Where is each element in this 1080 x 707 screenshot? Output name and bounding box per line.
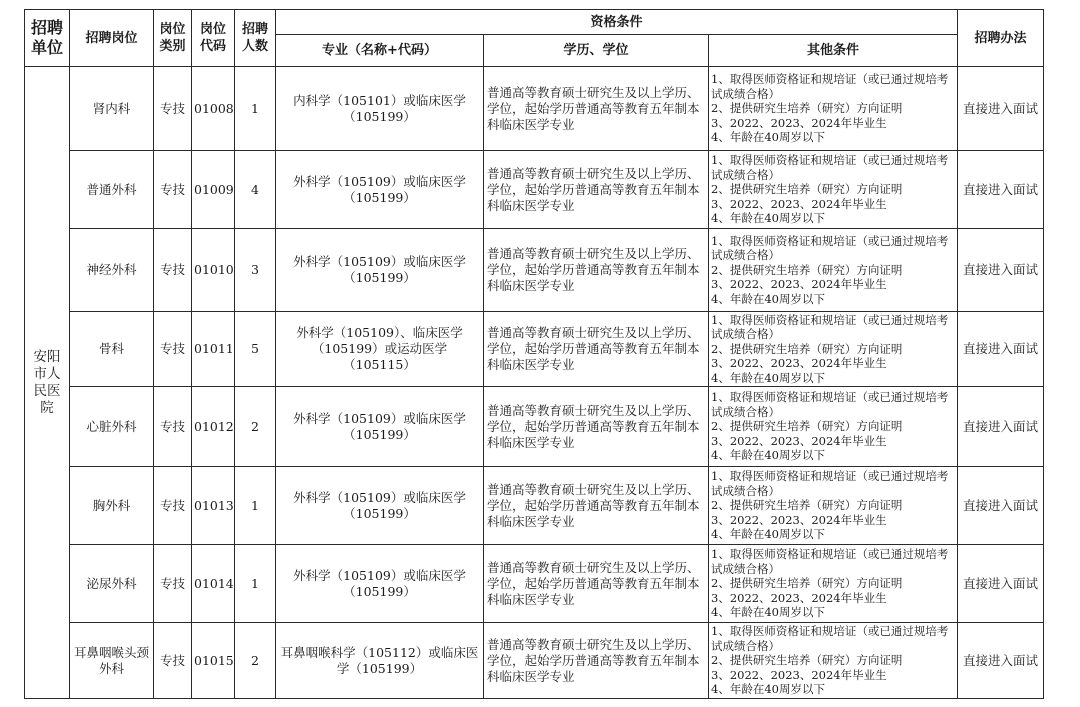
condition-item: 4、年龄在40周岁以下 (711, 291, 825, 306)
category-cell: 专技 (154, 545, 192, 623)
position-code-cell: 01013 (192, 467, 235, 545)
major-cell: 外科学（105109）或临床医学（105199） (276, 229, 484, 312)
table-row (25, 151, 1044, 229)
recruitment-method-cell: 直接进入面试 (958, 151, 1044, 229)
recruitment-method-cell: 直接进入面试 (958, 467, 1044, 545)
condition-item: 4、年龄在40周岁以下 (711, 370, 825, 385)
condition-item: 3、2022、2023、2024年毕业生 (711, 356, 887, 371)
other-conditions-cell (709, 467, 958, 545)
position-cell: 普通外科 (70, 151, 154, 229)
condition-item: 2、提供研究生培养（研究）方向证明 (711, 419, 903, 434)
headcount-cell: 2 (235, 387, 276, 467)
condition-item: 1、取得医师资格证和规培证（或已通过规培考试成绩合格） (711, 312, 949, 342)
category-cell: 专技 (154, 312, 192, 387)
recruitment-method-cell: 直接进入面试 (958, 229, 1044, 312)
recruitment-method-cell: 直接进入面试 (958, 623, 1044, 699)
recruitment-method-cell: 直接进入面试 (958, 312, 1044, 387)
position-code-cell: 01012 (192, 387, 235, 467)
table-row (25, 312, 1044, 387)
headcount-cell: 1 (235, 67, 276, 151)
table-row (25, 387, 1044, 467)
education-cell: 普通高等教育硕士研究生及以上学历、学位，起始学历普通高等教育五年制本科临床医学专业 (484, 387, 709, 467)
recruitment-method-cell: 直接进入面试 (958, 67, 1044, 151)
position-code-cell: 01015 (192, 623, 235, 699)
header-qualifications: 资格条件 (276, 10, 958, 35)
position-cell: 神经外科 (70, 229, 154, 312)
education-cell: 普通高等教育硕士研究生及以上学历、学位，起始学历普通高等教育五年制本科临床医学专业 (484, 312, 709, 387)
condition-item: 1、取得医师资格证和规培证（或已通过规培考试成绩合格） (711, 469, 949, 498)
recruiting-unit-cell: 安阳市人民医院 (25, 67, 70, 699)
recruitment-table-sheet (24, 9, 1043, 698)
header-other: 其他条件 (709, 35, 958, 67)
condition-item: 2、提供研究生培养（研究）方向证明 (711, 498, 903, 513)
condition-item: 3、2022、2023、2024年毕业生 (711, 433, 887, 448)
other-conditions-cell (709, 545, 958, 623)
condition-item: 3、2022、2023、2024年毕业生 (711, 115, 887, 130)
headcount-cell: 1 (235, 467, 276, 545)
condition-item: 4、年龄在40周岁以下 (711, 448, 825, 463)
condition-item: 4、年龄在40周岁以下 (711, 605, 825, 620)
header-code: 岗位代码 (192, 10, 235, 67)
header-major: 专业（名称+代码） (276, 35, 484, 67)
condition-item: 3、2022、2023、2024年毕业生 (711, 512, 887, 527)
table-row (25, 67, 1044, 151)
position-code-cell: 01008 (192, 67, 235, 151)
condition-item: 4、年龄在40周岁以下 (711, 130, 825, 145)
header-unit: 招聘单位 (25, 10, 70, 67)
other-conditions-cell (709, 151, 958, 229)
condition-item: 4、年龄在40周岁以下 (711, 682, 825, 697)
condition-item: 2、提供研究生培养（研究）方向证明 (711, 262, 903, 277)
condition-item: 2、提供研究生培养（研究）方向证明 (711, 653, 903, 668)
condition-item: 1、取得医师资格证和规培证（或已通过规培考试成绩合格） (711, 390, 949, 419)
header-method: 招聘办法 (958, 10, 1044, 67)
table-body (25, 67, 1044, 699)
position-code-cell: 01011 (192, 312, 235, 387)
position-cell: 泌尿外科 (70, 545, 154, 623)
category-cell: 专技 (154, 229, 192, 312)
other-conditions-cell (709, 67, 958, 151)
header-count: 招聘人数 (235, 10, 276, 67)
condition-item: 2、提供研究生培养（研究）方向证明 (711, 341, 903, 356)
condition-item: 2、提供研究生培养（研究）方向证明 (711, 182, 903, 197)
header-education: 学历、学位 (484, 35, 709, 67)
recruitment-table (24, 9, 1044, 699)
education-cell: 普通高等教育硕士研究生及以上学历、学位，起始学历普通高等教育五年制本科临床医学专业 (484, 467, 709, 545)
table-row (25, 229, 1044, 312)
table-row (25, 545, 1044, 623)
condition-item: 2、提供研究生培养（研究）方向证明 (711, 576, 903, 591)
other-conditions-cell (709, 387, 958, 467)
header-category: 岗位类别 (154, 10, 192, 67)
condition-item: 3、2022、2023、2024年毕业生 (711, 667, 887, 682)
position-cell: 胸外科 (70, 467, 154, 545)
headcount-cell: 4 (235, 151, 276, 229)
other-conditions-cell (709, 229, 958, 312)
position-code-cell: 01014 (192, 545, 235, 623)
table-row (25, 623, 1044, 699)
major-cell: 外科学（105109）或临床医学（105199） (276, 467, 484, 545)
major-cell: 外科学（105109）或临床医学（105199） (276, 387, 484, 467)
major-cell: 外科学（105109）、临床医学（105199）或运动医学（105115） (276, 312, 484, 387)
condition-item: 4、年龄在40周岁以下 (711, 211, 825, 226)
condition-item: 1、取得医师资格证和规培证（或已通过规培考试成绩合格） (711, 547, 949, 576)
major-cell: 内科学（105101）或临床医学（105199） (276, 67, 484, 151)
education-cell: 普通高等教育硕士研究生及以上学历、学位，起始学历普通高等教育五年制本科临床医学专业 (484, 545, 709, 623)
category-cell: 专技 (154, 67, 192, 151)
recruitment-method-cell: 直接进入面试 (958, 387, 1044, 467)
headcount-cell: 3 (235, 229, 276, 312)
category-cell: 专技 (154, 151, 192, 229)
headcount-cell: 1 (235, 545, 276, 623)
education-cell: 普通高等教育硕士研究生及以上学历、学位，起始学历普通高等教育五年制本科临床医学专业 (484, 67, 709, 151)
condition-item: 2、提供研究生培养（研究）方向证明 (711, 101, 903, 116)
headcount-cell: 5 (235, 312, 276, 387)
category-cell: 专技 (154, 387, 192, 467)
major-cell: 外科学（105109）或临床医学（105199） (276, 151, 484, 229)
major-cell: 耳鼻咽喉科学（105112）或临床医学（105199） (276, 623, 484, 699)
condition-item: 3、2022、2023、2024年毕业生 (711, 196, 887, 211)
condition-item: 1、取得医师资格证和规培证（或已通过规培考试成绩合格） (711, 72, 949, 101)
other-conditions-cell (709, 623, 958, 699)
recruitment-method-cell: 直接进入面试 (958, 545, 1044, 623)
position-cell: 骨科 (70, 312, 154, 387)
header-position: 招聘岗位 (70, 10, 154, 67)
position-code-cell: 01010 (192, 229, 235, 312)
education-cell: 普通高等教育硕士研究生及以上学历、学位，起始学历普通高等教育五年制本科临床医学专业 (484, 623, 709, 699)
headcount-cell: 2 (235, 623, 276, 699)
condition-item: 1、取得医师资格证和规培证（或已通过规培考试成绩合格） (711, 153, 949, 182)
table-row (25, 467, 1044, 545)
condition-item: 1、取得医师资格证和规培证（或已通过规培考试成绩合格） (711, 233, 949, 263)
condition-item: 4、年龄在40周岁以下 (711, 527, 825, 542)
other-conditions-cell (709, 312, 958, 387)
education-cell: 普通高等教育硕士研究生及以上学历、学位，起始学历普通高等教育五年制本科临床医学专业 (484, 229, 709, 312)
condition-item: 1、取得医师资格证和规培证（或已通过规培考试成绩合格） (711, 624, 949, 653)
education-cell: 普通高等教育硕士研究生及以上学历、学位，起始学历普通高等教育五年制本科临床医学专业 (484, 151, 709, 229)
position-cell: 肾内科 (70, 67, 154, 151)
condition-item: 3、2022、2023、2024年毕业生 (711, 277, 887, 292)
position-cell: 心脏外科 (70, 387, 154, 467)
position-code-cell: 01009 (192, 151, 235, 229)
condition-item: 3、2022、2023、2024年毕业生 (711, 590, 887, 605)
major-cell: 外科学（105109）或临床医学（105199） (276, 545, 484, 623)
position-cell: 耳鼻咽喉头颈外科 (70, 623, 154, 699)
category-cell: 专技 (154, 467, 192, 545)
category-cell: 专技 (154, 623, 192, 699)
